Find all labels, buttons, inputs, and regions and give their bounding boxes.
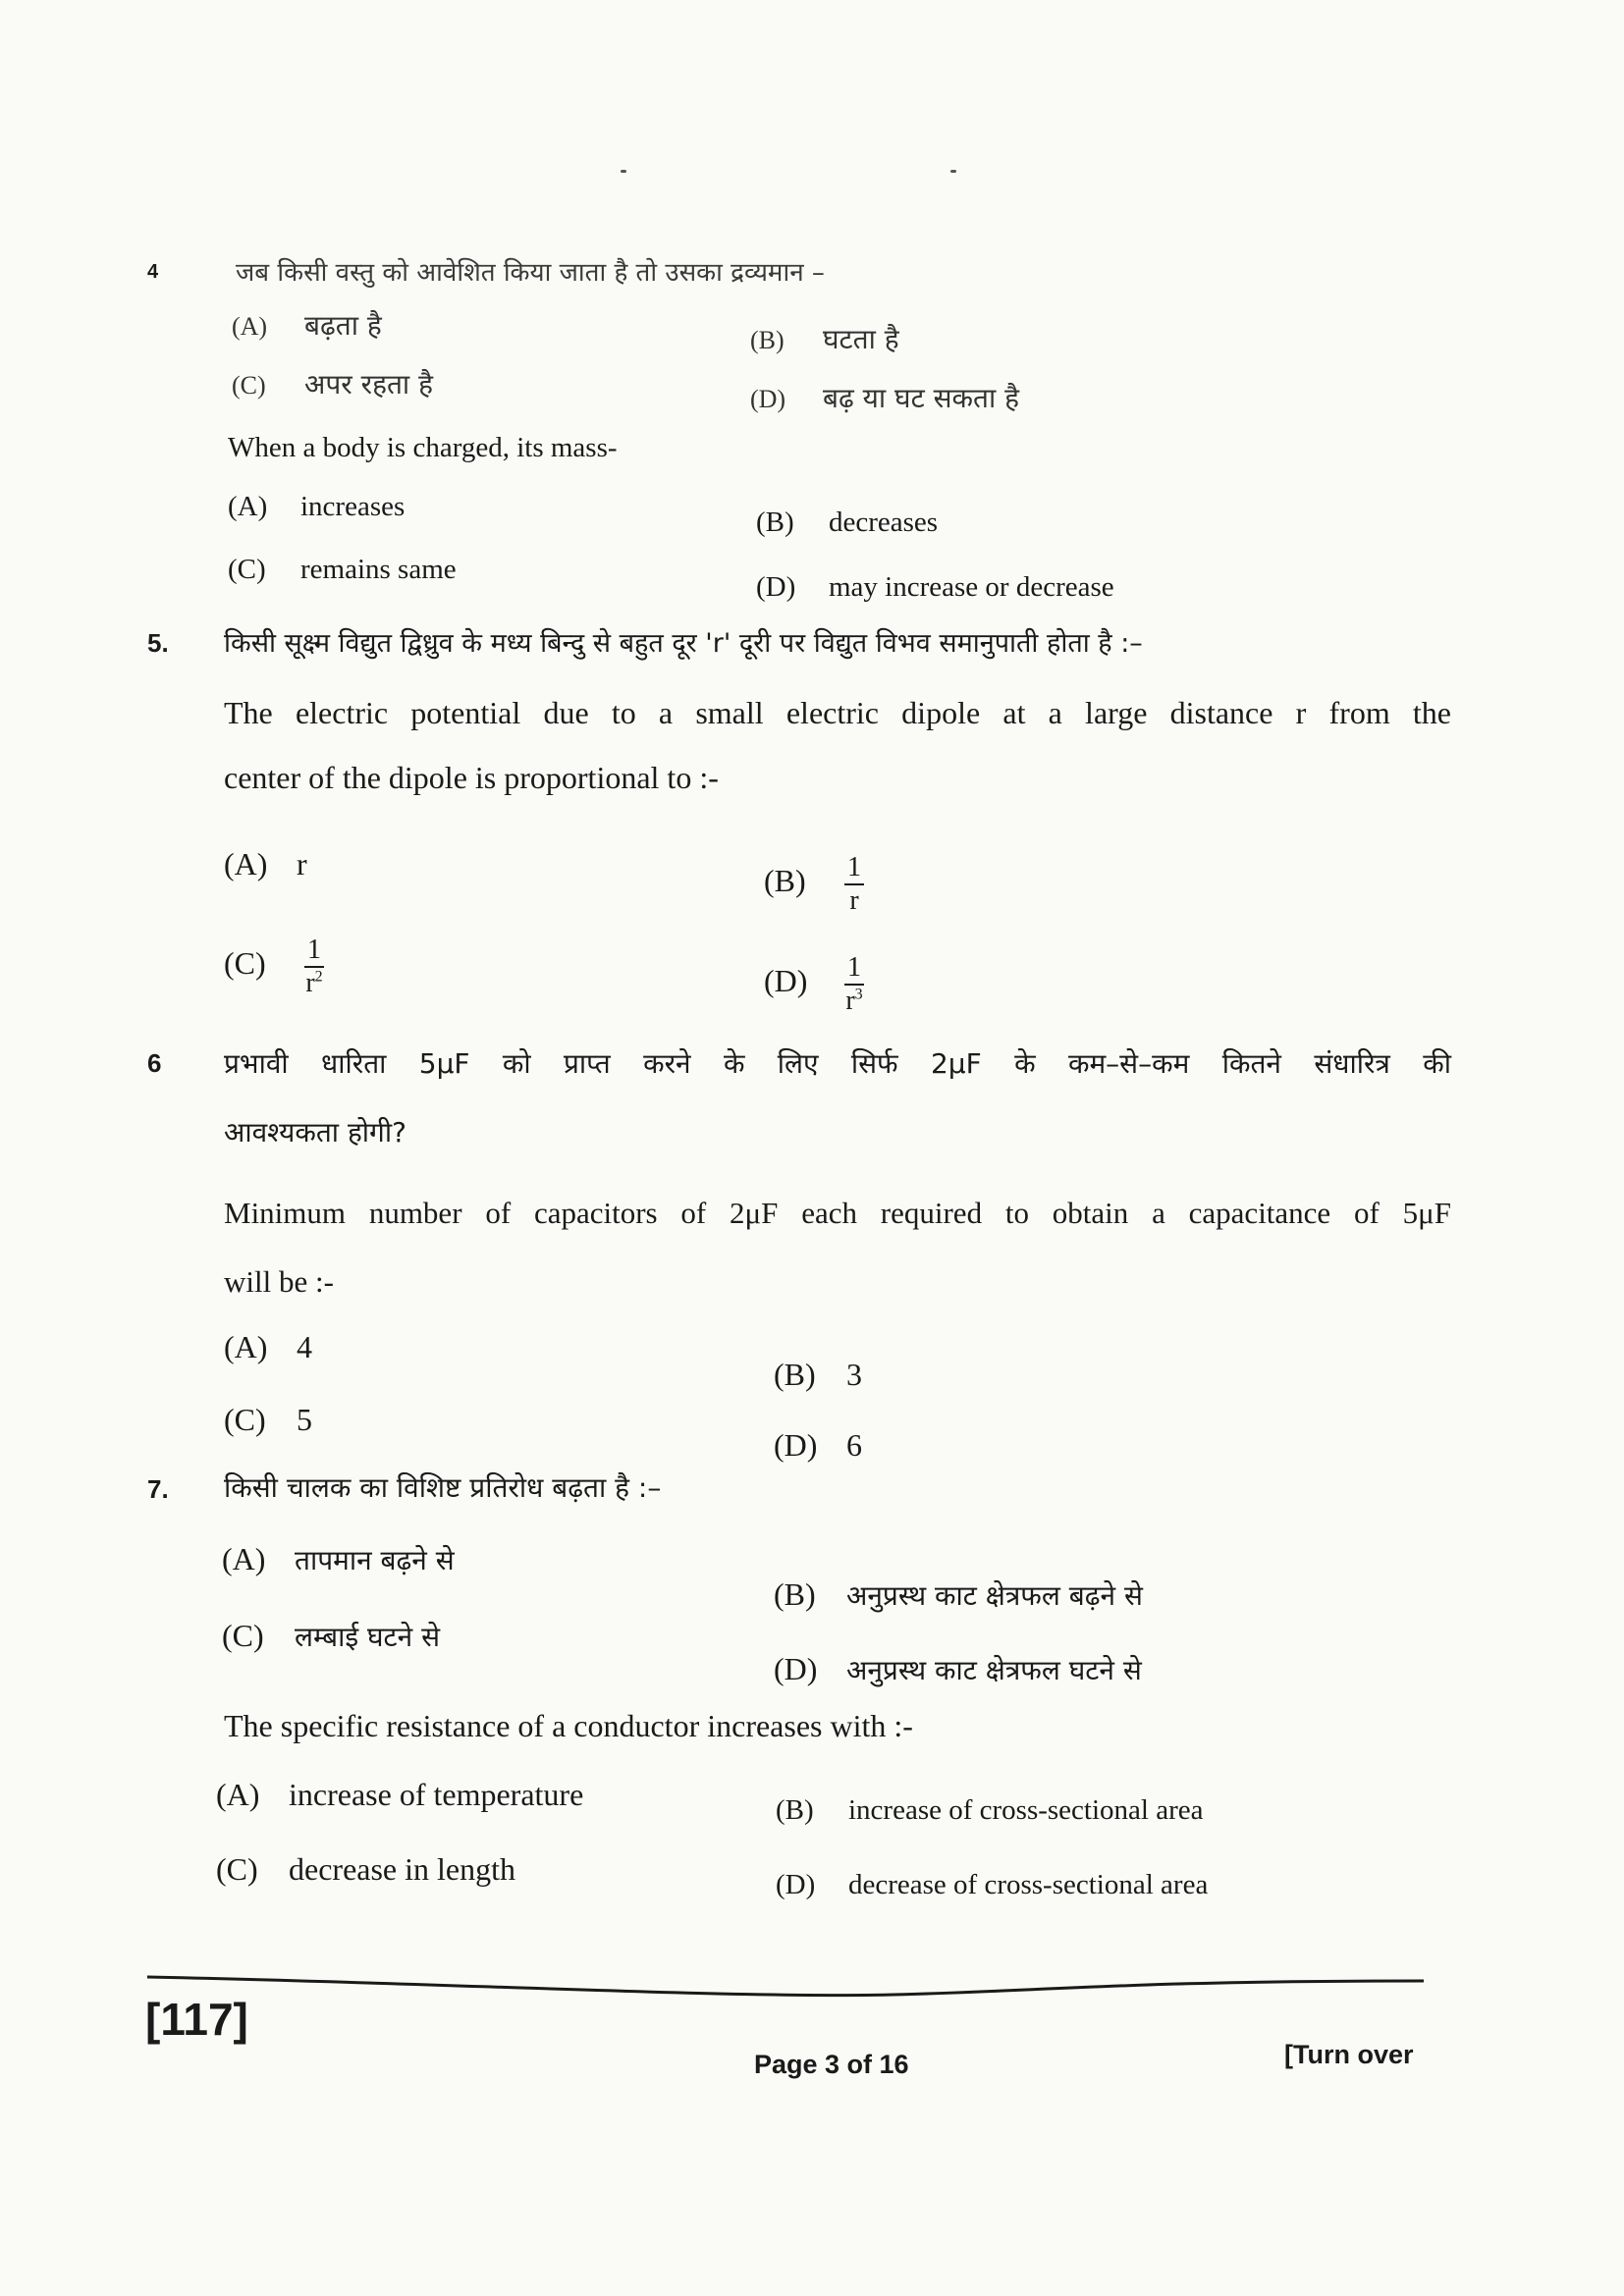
option-text: r (297, 846, 307, 881)
option-text: अनुप्रस्थ काट क्षेत्रफल बढ़ने से (846, 1579, 1143, 1612)
question-text-english: The electric potential due to a small electric dipole at a large distance r from the (224, 695, 1451, 730)
option-label: (A) (232, 312, 268, 341)
option-text: तापमान बढ़ने से (295, 1544, 455, 1576)
option-label: (D) (764, 963, 808, 999)
option-label: (C) (232, 371, 266, 400)
fraction (304, 934, 324, 999)
option-text: may increase or decrease (829, 571, 1114, 603)
option-text: decrease of cross-sectional area (848, 1869, 1209, 1900)
option-label: (D) (774, 1651, 818, 1686)
paper-code: [117] (145, 1994, 248, 2045)
option-label: (B) (774, 1576, 816, 1612)
option-c (224, 934, 324, 999)
option-d-hindi (750, 379, 1019, 419)
option-text: लम्बाई घटने से (295, 1621, 441, 1653)
option-label: (A) (216, 1777, 260, 1812)
option-d-hindi (774, 1649, 1142, 1690)
option-b (776, 1790, 1204, 1830)
option-text: decrease in length (289, 1851, 515, 1887)
question-text-english: Minimum number of capacitors of 2μF each required to obtain a capacitance of 5μF (224, 1196, 1451, 1230)
option-label: (C) (224, 1402, 266, 1437)
question-text-hindi-cont: आवश्यकता होगी? (224, 1116, 406, 1148)
fraction-numerator: 1 (847, 852, 861, 882)
option-text: घटता है (823, 323, 899, 355)
question-number: 4 (147, 261, 159, 283)
option-d (774, 1425, 862, 1465)
option-text: increase of temperature (289, 1777, 584, 1812)
question-text-hindi: जब किसी वस्तु को आवेशित किया जाता है तो उसका द्रव्यमान – (236, 258, 825, 288)
question-number: 7. (147, 1474, 169, 1504)
option-label: (B) (774, 1357, 816, 1392)
option-label: (B) (776, 1794, 814, 1826)
option-label: (A) (224, 846, 268, 881)
option-label: (B) (764, 863, 806, 899)
option-text: 4 (297, 1329, 312, 1364)
option-c (228, 550, 457, 589)
option-c-hindi (232, 365, 433, 405)
fraction-denominator: r (849, 885, 859, 916)
option-text: अनुप्रस्थ काट क्षेत्रफल घटने से (846, 1654, 1142, 1686)
option-text: increases (300, 491, 406, 522)
question-text-english-cont: center of the dipole is proportional to :- (224, 760, 719, 795)
option-label: (D) (756, 571, 796, 603)
question-number: 5. (147, 628, 169, 658)
option-label: (C) (228, 554, 266, 585)
page-number: Page 3 of 16 (754, 2050, 909, 2079)
scan-mark (950, 170, 956, 173)
option-text: बढ़ या घट सकता है (823, 382, 1020, 414)
option-a-hindi (232, 306, 382, 347)
option-b-hindi (774, 1575, 1143, 1616)
option-text: remains same (300, 554, 457, 585)
option-d (756, 567, 1114, 607)
option-c (216, 1849, 515, 1889)
fraction-numerator: 1 (307, 934, 321, 965)
question-text-english: The specific resistance of a conductor increases with :- (224, 1708, 913, 1743)
option-label: (C) (222, 1618, 264, 1653)
question-text-english: When a body is charged, its mass- (228, 432, 618, 463)
option-label: (C) (224, 945, 266, 982)
turn-over-note: [Turn over (1284, 2040, 1414, 2069)
option-text: decreases (829, 507, 939, 538)
option-text: अपर रहता है (304, 368, 433, 400)
question-text-english-cont: will be :- (224, 1264, 334, 1299)
footer-rule (147, 1973, 1424, 2002)
fraction-denominator: r (845, 986, 855, 1016)
option-text: 5 (297, 1402, 312, 1437)
question-text-hindi: किसी सूक्ष्म विद्युत द्विध्रुव के मध्य बिन्दु से बहुत दूर 'r' दूरी पर विद्युत विभव समानुपाती होता है :– (224, 628, 1143, 659)
option-a (216, 1775, 583, 1814)
fraction (844, 852, 864, 917)
exponent: 3 (854, 986, 863, 1003)
option-label: (C) (216, 1851, 258, 1887)
option-c (224, 1400, 312, 1439)
option-label: (A) (222, 1541, 266, 1576)
question-number: 6 (147, 1048, 162, 1078)
option-c-hindi (222, 1616, 440, 1657)
option-a (224, 1327, 312, 1366)
option-label: (D) (750, 385, 786, 413)
question-text-hindi: किसी चालक का विशिष्ट प्रतिरोध बढ़ता है :– (224, 1471, 662, 1504)
fraction (844, 952, 864, 1017)
option-b-hindi (750, 320, 899, 360)
option-label: (A) (224, 1329, 268, 1364)
option-d (776, 1865, 1208, 1904)
option-d (764, 952, 864, 1017)
option-label: (D) (774, 1427, 818, 1463)
option-b (756, 503, 938, 542)
fraction-denominator: r (305, 968, 315, 998)
option-label: (D) (776, 1869, 816, 1900)
exponent: 2 (314, 968, 323, 986)
option-label: (B) (750, 326, 785, 354)
fraction-numerator: 1 (847, 952, 861, 983)
question-text-hindi: प्रभावी धारिता 5μF को प्राप्त करने के लिए सिर्फ 2μF के कम–से–कम कितने संधारित्र की (224, 1047, 1451, 1080)
option-label: (A) (228, 491, 268, 522)
option-b (774, 1355, 862, 1394)
option-text: 6 (846, 1427, 862, 1463)
option-a (228, 487, 405, 526)
option-a-hindi (222, 1539, 455, 1580)
scan-mark (621, 170, 626, 173)
option-text: बढ़ता है (304, 309, 382, 342)
option-text: 3 (846, 1357, 862, 1392)
option-label: (B) (756, 507, 794, 538)
option-a (224, 844, 307, 883)
option-b (764, 852, 864, 917)
option-text: increase of cross-sectional area (848, 1794, 1204, 1826)
